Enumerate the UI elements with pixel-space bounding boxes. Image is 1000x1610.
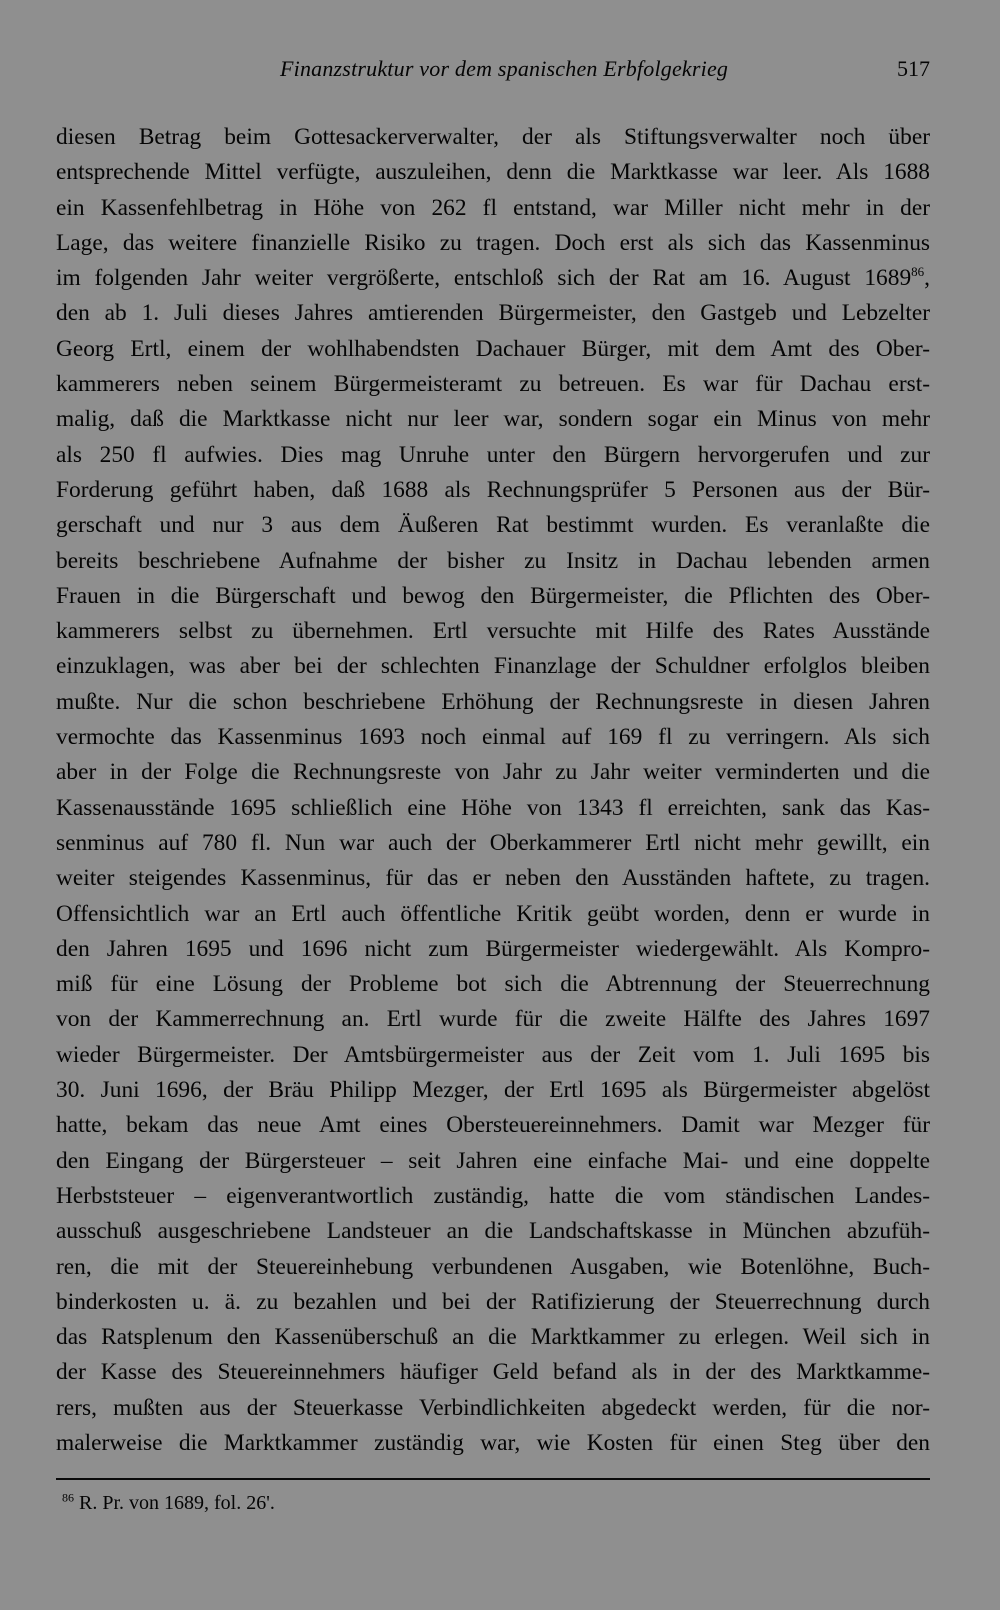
text-line-with-footnote-ref xyxy=(56,261,930,296)
text-line: wieder Bürgermeister. Der Amtsbürgermeister aus der Zeit vom 1. Juli 1695 bis xyxy=(56,1041,930,1068)
text-line: Frauen in die Bürgerschaft und bewog den Bürgermeister, die Pflichten des Ober- xyxy=(56,582,930,609)
text-line: aber in der Folge die Rechnungsreste von Jahr zu Jahr weiter verminderten und die xyxy=(56,759,930,786)
text-line: von der Kammerrechnung an. Ertl wurde für die zweite Hälfte des Jahres 1697 xyxy=(56,1006,930,1033)
text-line: kammerers neben seinem Bürgermeisteramt zu betreuen. Es war für Dachau erst- xyxy=(56,371,930,398)
text-line: hatte, bekam das neue Amt eines Obersteuereinnehmers. Damit war Mezger für xyxy=(56,1112,930,1139)
running-title: Finanzstruktur vor dem spanischen Erbfolgekrieg xyxy=(280,56,729,81)
text-line: diesen Betrag beim Gottesackerverwalter, der als Stiftungsverwalter noch über xyxy=(56,124,930,150)
text-line: Offensichtlich war an Ertl auch öffentliche Kritik geübt worden, denn er wurde in xyxy=(56,900,930,927)
text-line: binderkosten u. ä. zu bezahlen und bei der Ratifizierung der Steuerrechnung durch xyxy=(56,1288,930,1315)
footnote xyxy=(62,1492,275,1515)
footnote-marker: 86 xyxy=(62,1490,74,1505)
text-line: weiter steigendes Kassenminus, für das er neben den Ausständen haftete, zu tragen. xyxy=(56,865,930,892)
text-line: malerweise die Marktkammer zuständig war, wie Kosten für einen Steg über den xyxy=(56,1429,930,1456)
text-line: den ab 1. Juli dieses Jahres amtierenden Bürgermeister, den Gastgeb und Lebzelter xyxy=(56,300,930,327)
text-line-content: im folgenden Jahr weiter vergrößerte, entschloß sich der Rat am 16. August 1689 xyxy=(56,265,912,292)
text-line: einzuklagen, was aber bei der schlechten Finanzlage der Schuldner erfolglos bleiben xyxy=(56,653,930,680)
text-line: Georg Ertl, einem der wohlhabendsten Dachauer Bürger, mit dem Amt des Ober- xyxy=(56,335,930,362)
text-line: miß für eine Lösung der Probleme bot sich die Abtrennung der Steuerrechnung xyxy=(56,971,930,998)
footnote-reference[interactable]: 86 xyxy=(911,264,925,280)
text-line: ren, die mit der Steuereinhebung verbundenen Ausgaben, wie Botenlöhne, Buch- xyxy=(56,1253,930,1280)
footnote-text: R. Pr. von 1689, fol. 26'. xyxy=(79,1492,275,1514)
text-line: rers, mußten aus der Steuerkasse Verbindlichkeiten abgedeckt werden, für die nor- xyxy=(56,1394,930,1421)
text-line: den Eingang der Bürgersteuer – seit Jahren eine einfache Mai- und eine doppelte xyxy=(56,1147,930,1174)
text-line: Herbststeuer – eigenverantwortlich zuständig, hatte die vom ständischen Landes- xyxy=(56,1182,930,1209)
text-line: ausschuß ausgeschriebene Landsteuer an die Landschaftskasse in München abzufüh- xyxy=(56,1218,930,1245)
text-line: gerschaft und nur 3 aus dem Äußeren Rat bestimmt wurden. Es veranlaßte die xyxy=(56,512,930,539)
text-line: Forderung geführt haben, daß 1688 als Rechnungsprüfer 5 Personen aus der Bür- xyxy=(56,476,930,503)
text-line: Kassenausstände 1695 schließlich eine Höhe von 1343 fl erreichten, sank das Kas- xyxy=(56,794,930,821)
text-line: ein Kassenfehlbetrag in Höhe von 262 fl entstand, war Miller nicht mehr in der xyxy=(56,194,930,221)
text-line: malig, daß die Marktkasse nicht nur leer war, sondern sogar ein Minus von mehr xyxy=(56,406,930,433)
text-line: kammerers selbst zu übernehmen. Ertl versuchte mit Hilfe des Rates Ausstände xyxy=(56,618,930,645)
text-line: der Kasse des Steuereinnehmers häufiger Geld befand als in der des Marktkamme- xyxy=(56,1359,930,1386)
text-line: mußte. Nur die schon beschriebene Erhöhung der Rechnungsreste in diesen Jahren xyxy=(56,688,930,715)
text-line: senminus auf 780 fl. Nun war auch der Oberkammerer Ertl nicht mehr gewillt, ein xyxy=(56,829,930,856)
body-text xyxy=(56,120,930,1461)
footnote-divider xyxy=(56,1478,930,1480)
page-number: 517 xyxy=(897,56,930,81)
text-line: Lage, das weitere finanzielle Risiko zu tragen. Doch erst als sich das Kassenminus xyxy=(56,229,930,256)
text-line: das Ratsplenum den Kassenüberschuß an die Marktkammer zu erlegen. Weil sich in xyxy=(56,1324,930,1351)
text-line: den Jahren 1695 und 1696 nicht zum Bürgermeister wiedergewählt. Als Kompro- xyxy=(56,935,930,962)
footnote-ref-suffix: , xyxy=(924,265,930,292)
text-line: als 250 fl aufwies. Dies mag Unruhe unter den Bürgern hervorgerufen und zur xyxy=(56,441,930,468)
text-line: 30. Juni 1696, der Bräu Philipp Mezger, der Ertl 1695 als Bürgermeister abgelöst xyxy=(56,1077,930,1104)
text-line: entsprechende Mittel verfügte, auszuleihen, denn die Marktkasse war leer. Als 1688 xyxy=(56,159,930,186)
text-line: bereits beschriebene Aufnahme der bisher zu Insitz in Dachau lebenden armen xyxy=(56,547,930,574)
running-head xyxy=(280,56,930,92)
text-line: vermochte das Kassenminus 1693 noch einmal auf 169 fl zu verringern. Als sich xyxy=(56,724,930,751)
